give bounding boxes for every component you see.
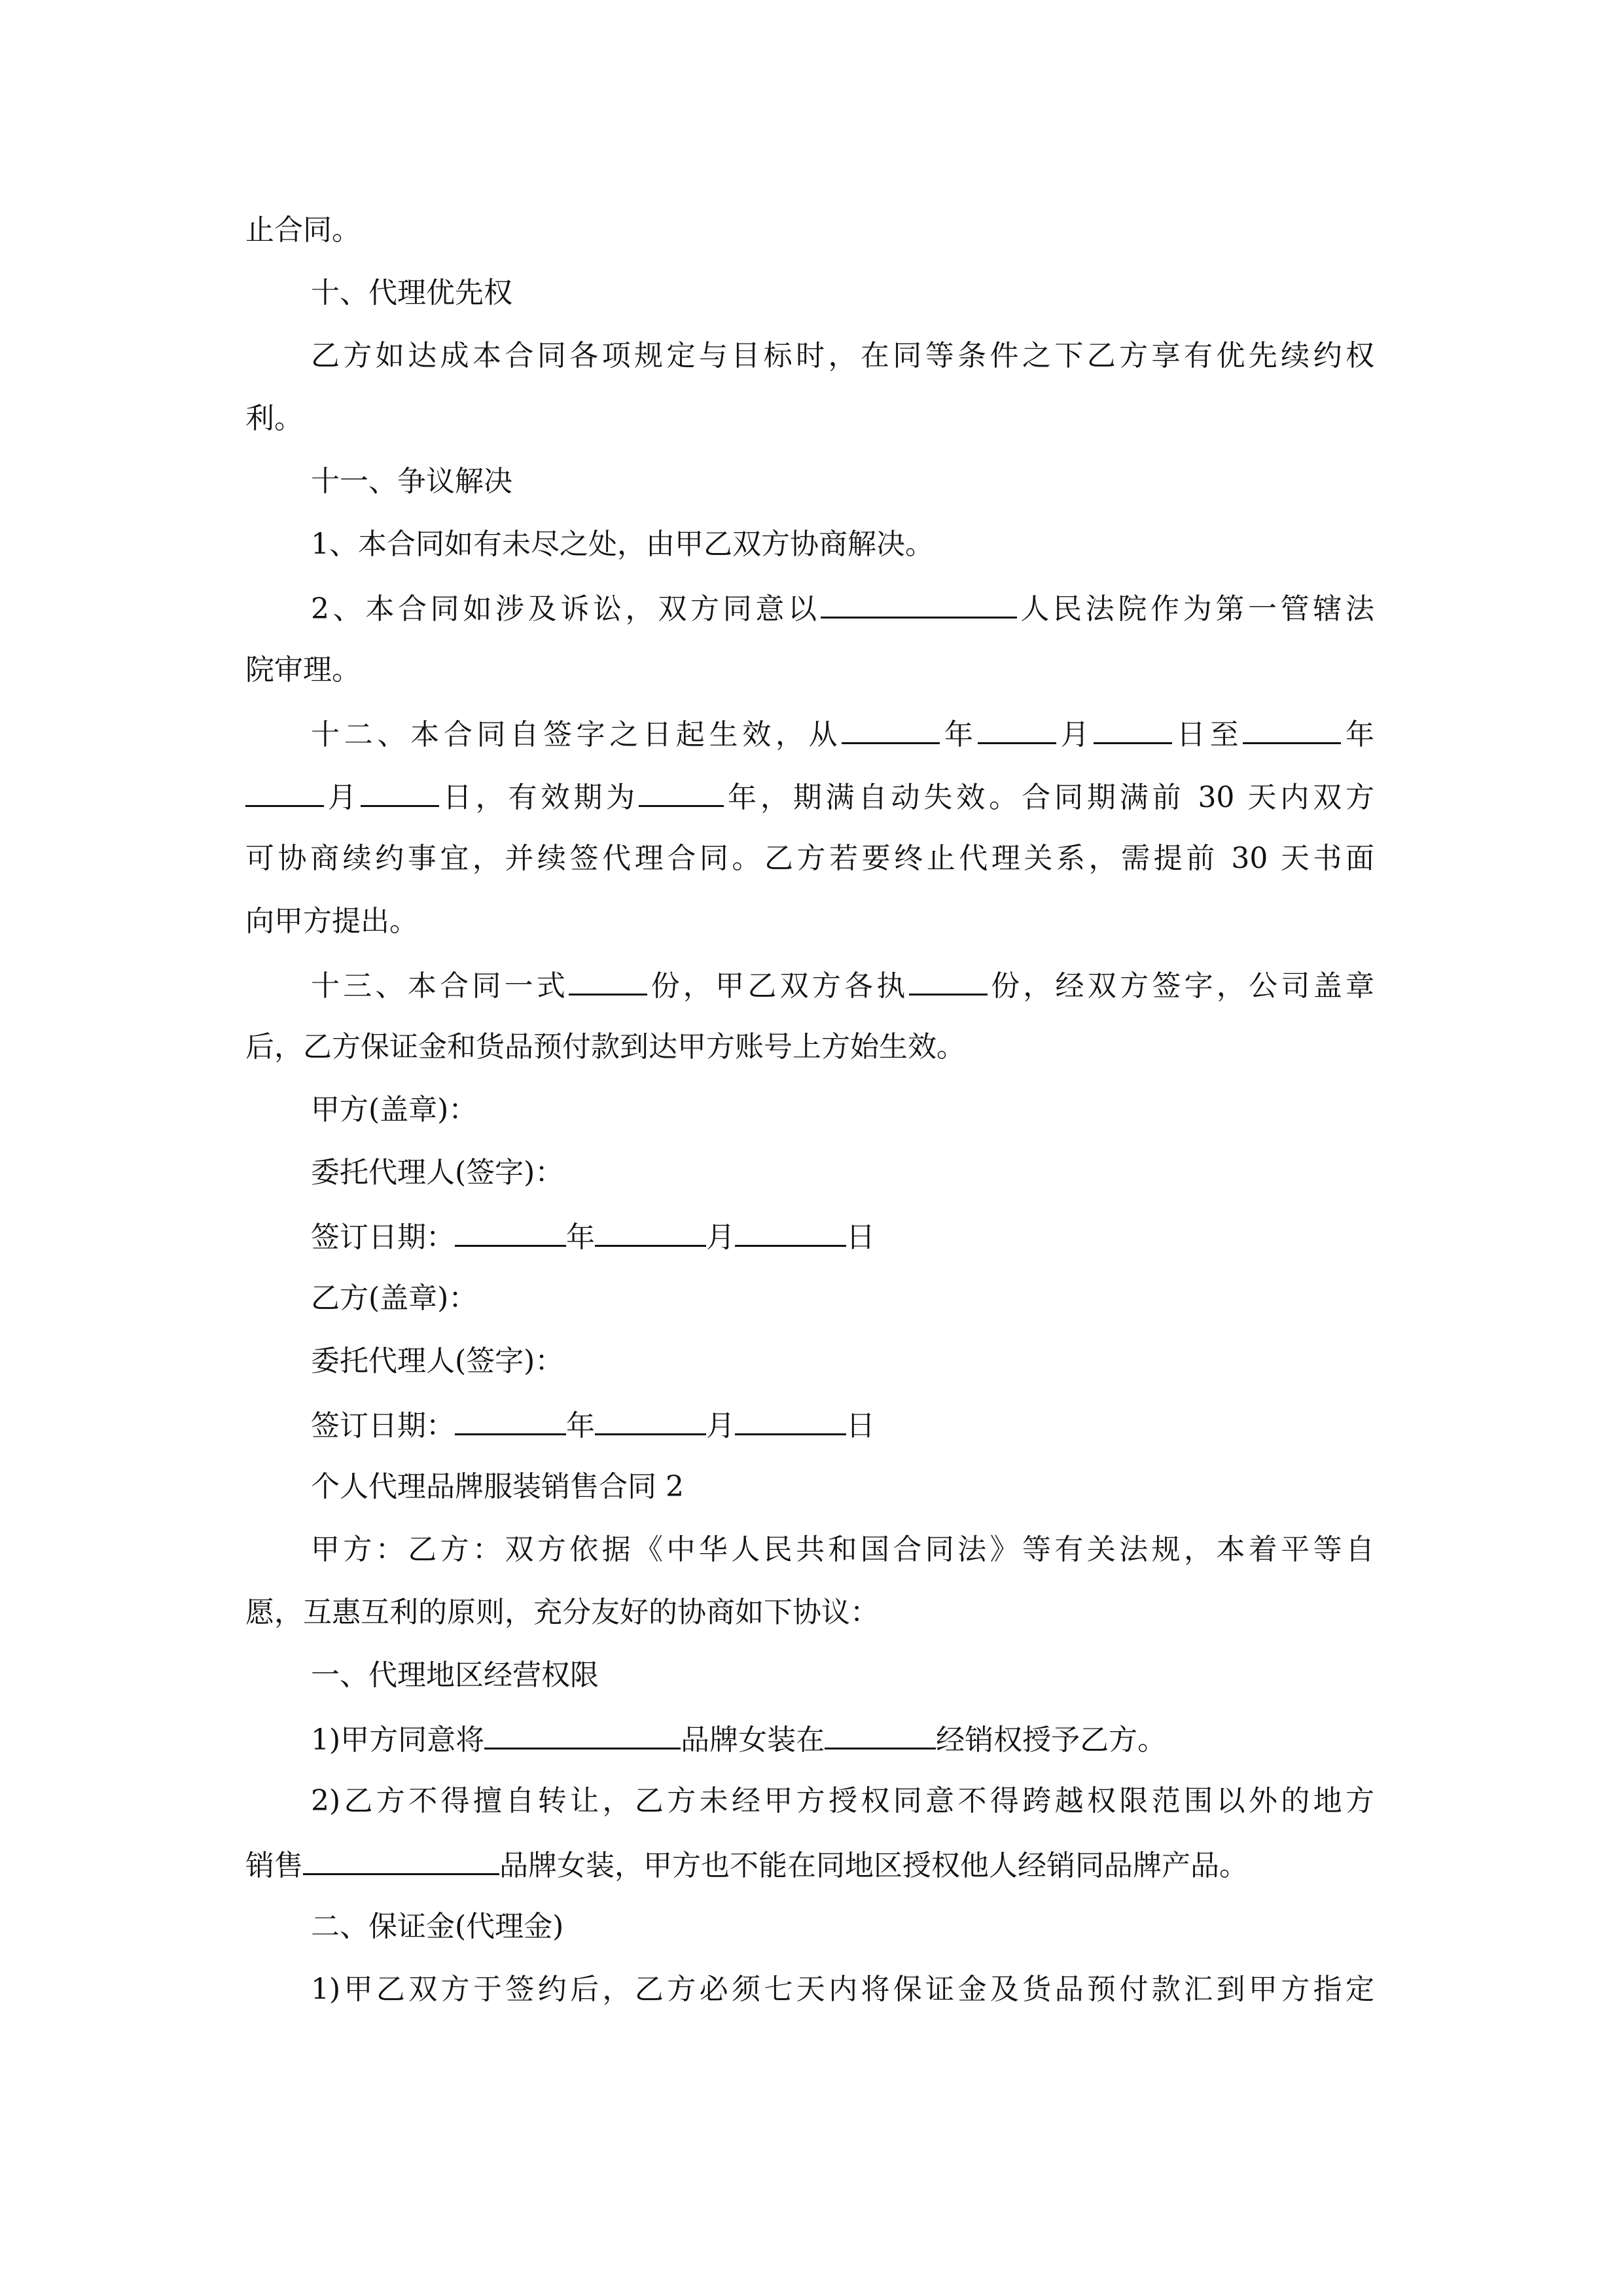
section-10-body: 乙方如达成本合同各项规定与目标时，在同等条件之下乙方享有优先续约权 — [311, 339, 1374, 372]
contract-2-title: 个人代理品牌服装销售合同 2 — [311, 1470, 684, 1503]
start-year-blank[interactable] — [842, 713, 940, 744]
court-name-blank[interactable] — [821, 588, 1017, 619]
section-12-line-3: 可协商续约事宜，并续签代理合同。乙方若要终止代理关系，需提前 30 天书面 — [245, 842, 1374, 875]
contract-2-section-2-item-1: 1)甲乙双方于签约后，乙方必须七天内将保证金及货品预付款汇到甲方指定 — [311, 1973, 1374, 2006]
section-11-heading: 十一、争议解决 — [311, 465, 512, 498]
section-12-line-4: 向甲方提出。 — [245, 905, 418, 938]
section-10-body-end: 利。 — [245, 402, 303, 435]
party-a-month-blank[interactable] — [595, 1216, 706, 1247]
section-10-heading: 十、代理优先权 — [311, 276, 512, 310]
end-month-blank[interactable] — [245, 776, 324, 807]
party-a-agent-signature: 委托代理人(签字)： — [311, 1156, 564, 1189]
party-b-sign-date: 签订日期： 年 月 日 — [311, 1405, 1374, 1444]
end-day-blank[interactable] — [361, 776, 439, 807]
party-b-month-blank[interactable] — [595, 1405, 706, 1435]
copies-each-blank[interactable] — [909, 965, 988, 996]
section-11-item-2-end: 院审理。 — [245, 653, 361, 687]
start-day-blank[interactable] — [1094, 713, 1172, 744]
brand-name-blank-2[interactable] — [303, 1844, 499, 1875]
paragraph-continuation: 止合同。 — [245, 213, 361, 247]
party-b-year-blank[interactable] — [455, 1405, 566, 1435]
party-b-day-blank[interactable] — [735, 1405, 846, 1435]
section-12-line-2: 月 日，有效期为 年，期满自动失效。合同期满前 30 天内双方 — [245, 776, 1374, 816]
party-b-seal: 乙方(盖章)： — [311, 1282, 478, 1315]
end-year-blank[interactable] — [1243, 713, 1341, 744]
party-a-seal: 甲方(盖章)： — [311, 1093, 478, 1126]
contract-2-section-2-heading: 二、保证金(代理金) — [311, 1910, 564, 1943]
contract-2-section-1-heading: 一、代理地区经营权限 — [311, 1659, 599, 1692]
section-13-line-2: 后，乙方保证金和货品预付款到达甲方账号上方始生效。 — [245, 1030, 965, 1064]
contract-2-intro-end: 愿，互惠互利的原则，充分友好的协商如下协议： — [245, 1596, 879, 1629]
party-a-day-blank[interactable] — [735, 1216, 846, 1247]
brand-name-blank[interactable] — [484, 1719, 681, 1749]
party-a-year-blank[interactable] — [455, 1216, 566, 1247]
section-13-line-1: 十三、本合同一式 份，甲乙双方各执 份，经双方签字，公司盖章 — [311, 965, 1374, 1004]
contract-2-section-1-item-2-end: 销售 品牌女装，甲方也不能在同地区授权他人经销同品牌产品。 — [245, 1844, 1374, 1884]
party-a-sign-date: 签订日期： 年 月 日 — [311, 1216, 1374, 1255]
section-12-line-1: 十二、本合同自签字之日起生效，从 年 月 日至 年 — [311, 713, 1374, 753]
party-b-agent-signature: 委托代理人(签字)： — [311, 1344, 564, 1378]
region-blank[interactable] — [825, 1719, 936, 1749]
copies-total-blank[interactable] — [569, 965, 647, 996]
section-11-item-2: 2、本合同如涉及诉讼，双方同意以 人民法院作为第一管辖法 — [311, 588, 1374, 627]
start-month-blank[interactable] — [978, 713, 1056, 744]
contract-2-section-1-item-1: 1)甲方同意将 品牌女装在 经销权授予乙方。 — [311, 1719, 1374, 1758]
contract-2-section-1-item-2: 2)乙方不得擅自转让，乙方未经甲方授权同意不得跨越权限范围以外的地方 — [311, 1784, 1374, 1818]
section-11-item-1: 1、本合同如有未尽之处，由甲乙双方协商解决。 — [311, 528, 934, 561]
validity-years-blank[interactable] — [639, 776, 724, 807]
contract-2-intro: 甲方：乙方：双方依据《中华人民共和国合同法》等有关法规，本着平等自 — [311, 1533, 1374, 1566]
